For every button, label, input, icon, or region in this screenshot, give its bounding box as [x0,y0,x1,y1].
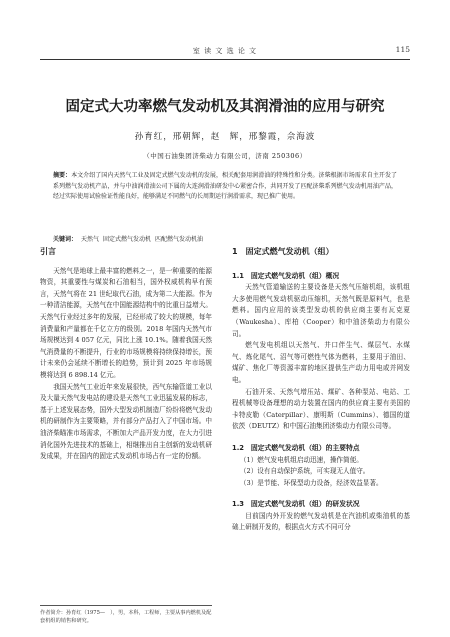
list-item: （1）燃气发电机组启动迅速，操作简便。 [239,455,363,464]
keyword: 天然气 [81,236,100,243]
authors: 孙育红，邢朝辉，赵 辉，邢黎霞，佘海波 [134,132,316,142]
right-column [232,246,410,534]
subsection-1-3-heading: 1.3 固定式燃气发动机（组）的研发状况 [232,500,360,509]
left-column [40,246,212,463]
keywords-label: 关键词： [53,236,78,243]
abstract-text: 本文介绍了国内天然气工业及固定式燃气发动机的发展，相关配套用润滑油的特殊性和分类。济柴根据市场需求自主开发了系列燃气发动机产品，并与中油润滑油公司下属的大连润滑油研发中心紧密合作，共同开发了匹配济柴系列燃气发动机用油产品，经过实际使用试验验证性能良好，能够满足不同燃气的长周期运行润滑需求，现已推广使用。 [53,172,397,200]
keywords [53,234,397,243]
subsection-1-3-paragraph-1: 目前国内外开发的燃气发动机是在汽油机或柴油机的基础上研制开发的，根据点火方式不同可分 [232,511,410,532]
abstract [53,171,397,203]
intro-paragraph-1: 天然气是地球上最丰富的燃料之一，是一种重要的能源物资，其重要性与煤炭和石油相当，国外权威机构早有预言，天然气将在 21 世纪取代石油，成为第二大能源。作为一种清洁能源，天然气在中国能源结构中的比重日益增大。天然气行业经过多年的发展，已经形成了较大的规模，每年消费量和产量都在千亿立方的级别。2018 年国内天然气市场规模达到 4 057 亿元，同比上涨 10.1%。随着我国天然气消费量的不断提升，行业的市场规模将持续保持增长，预计未来仍会延续不断增长的趋势，预计到 2025 年市场规模将达到 6 898.14 亿元。 [40,266,212,379]
subsection-1-1-paragraph-3: 石油开采、天然气增压站、煤矿、各种泵站、电站、工程机械等设备理想的动力装置在国内的供应商主要有美国的卡特皮勒（Caterpillar）、康明斯（Cummins）、德国的道依茨（DEUTZ）和中国石油集团济柴动力有限公司等。 [232,387,410,431]
page-number: 115 [395,45,410,54]
abstract-label: 摘要： [53,172,72,179]
subsection-1-1-heading: 1.1 固定式燃气发动机（组）概况 [232,271,340,280]
intro-heading: 引言 [40,247,56,256]
keyword: 固定式燃气发动机 [103,236,152,243]
author-footnote: 作者简介：孙育红（1975— ），男，本科，工程师，主要从事内燃机及配套机组的销售和研究。 [40,605,212,625]
section-1-heading: 1 固定式燃气发动机（组） [232,247,334,256]
list-item: （3）是节能、环保型动力设备，经济效益显著。 [239,478,383,487]
intro-paragraph-2: 我国天然气工业近年来发展很快，西气东输管道工业以及大量天然气发电站的建设是天然气工业迅猛发展的标志，基于上述发展态势，国外大型发动机制造厂纷纷将燃气发动机的研制作为主要策略，并有部分产品打入了中国市场。中油济柴瞄准市场需求，不断加大产品开发力度，在大力引进消化国外先进技术的基础上，相继推出自主创新的发动机研发成果，并在国内的固定式发动机市场占有一定的份额。 [40,382,212,461]
subsection-1-2-heading: 1.2 固定式燃气发动机（组）的主要特点 [232,443,360,452]
journal-name: 室 读 文 选 论 文 [192,47,258,55]
running-header [40,43,410,60]
subsection-1-1-paragraph-1: 天然气管道输送的主要设备是天然气压缩机组，该机组大多使用燃气发动机驱动压缩机，天然气既是原料气，也是燃料。国内应用的该类型发动机的供应商主要有瓦克夏（Waukesha）、库柏（Cooper）和中油济柴动力有限公司。 [232,283,410,338]
list-item: （2）设有自动保护系统，可实现无人值守。 [239,467,370,476]
feature-list [232,455,410,490]
subsection-1-1-paragraph-2: 燃气发电机组以天然气、井口伴生气、煤层气、水煤气、炼化尾气、沼气等可燃性气体为燃料，主要用于油田、煤矿、焦化厂等资源丰富的地区提供生产动力用电或并网发电。 [232,341,410,384]
affiliation: （中国石油集团济柴动力有限公司，济南 250306） [143,152,307,160]
paper-title: 固定式大功率燃气发动机及其润滑油的应用与研究 [65,99,385,115]
keyword: 匹配燃气发动机油 [155,236,204,243]
